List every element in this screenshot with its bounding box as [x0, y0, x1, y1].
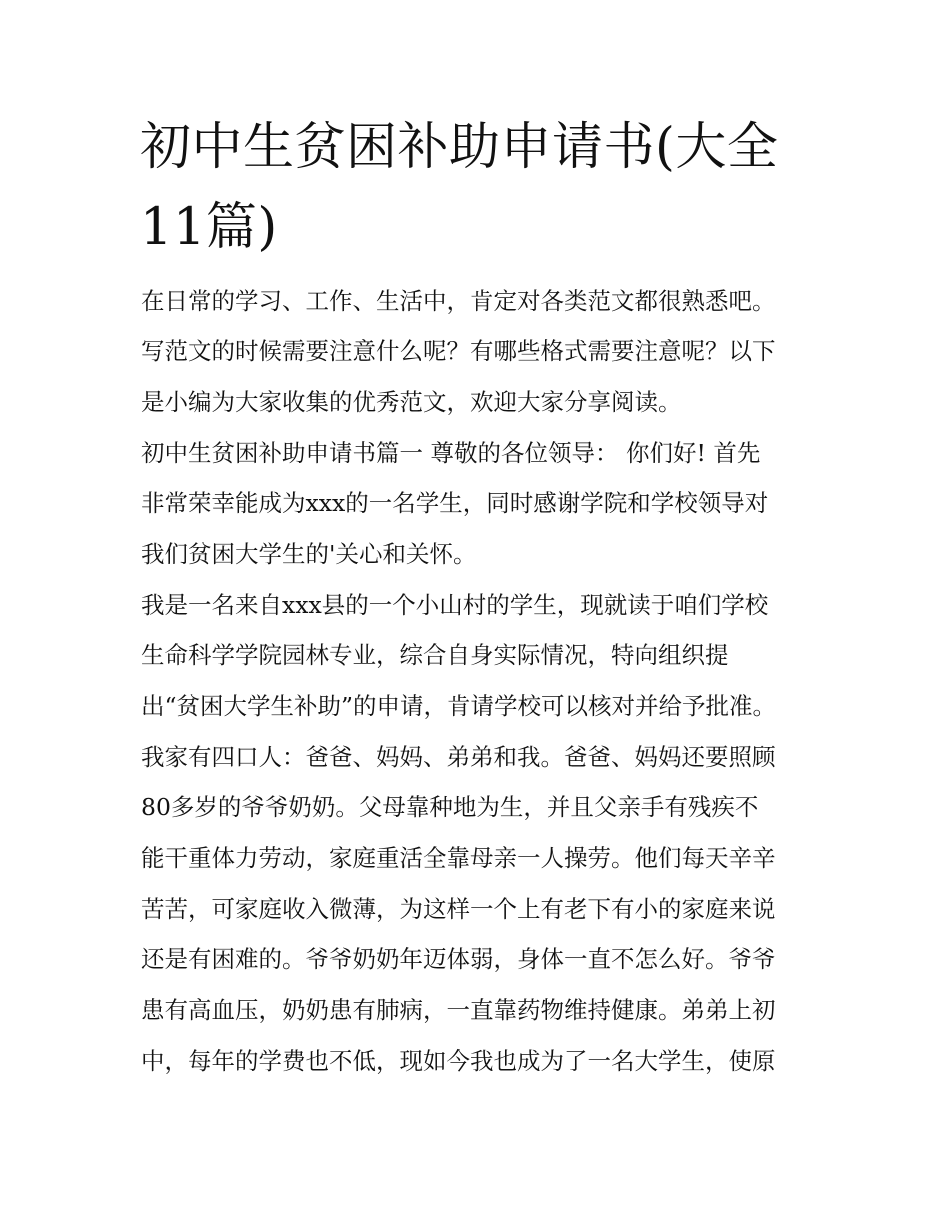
body-line: 能干重体力劳动，家庭重活全靠母亲一人操劳。他们每天辛辛	[141, 844, 776, 872]
body-line: 生命科学学院园林专业，综合自身实际情况，特向组织提	[141, 641, 729, 669]
document-title-line-2: 11篇)	[140, 198, 278, 257]
body-line: 中，每年的学费也不低，现如今我也成为了一名大学生，使原	[141, 1047, 776, 1075]
document-title-line-1: 初中生贫困补助申请书(大全	[140, 118, 779, 177]
body-line: 还是有困难的。爷爷奶奶年迈体弱，身体一直不怎么好。爷爷	[141, 945, 776, 973]
body-line: 我是一名来自xxx县的一个小山村的学生，现就读于咱们学校	[141, 591, 769, 619]
body-line: 我们贫困大学生的'关心和关怀。	[141, 540, 477, 568]
body-line: 非常荣幸能成为xxx的一名学生，同时感谢学院和学校领导对	[141, 489, 769, 517]
body-line: 是小编为大家收集的优秀范文，欢迎大家分享阅读。	[141, 388, 682, 416]
body-line: 患有高血压，奶奶患有肺病，一直靠药物维持健康。弟弟上初	[141, 996, 776, 1024]
body-line: 写范文的时候需要注意什么呢？有哪些格式需要注意呢？以下	[141, 337, 776, 365]
body-line: 初中生贫困补助申请书篇一 尊敬的各位领导： 你们好! 首先	[141, 439, 761, 467]
body-line: 苦苦，可家庭收入微薄，为这样一个上有老下有小的家庭来说	[141, 895, 776, 923]
body-line: 我家有四口人：爸爸、妈妈、弟弟和我。爸爸、妈妈还要照顾	[141, 743, 776, 771]
body-line: 80多岁的爷爷奶奶。父母靠种地为生，并且父亲手有残疾不	[141, 793, 759, 821]
body-line: 出“贫困大学生补助”的申请，肯请学校可以核对并给予批准。	[141, 692, 777, 720]
body-line: 在日常的学习、工作、生活中，肯定对各类范文都很熟悉吧。	[141, 287, 776, 315]
